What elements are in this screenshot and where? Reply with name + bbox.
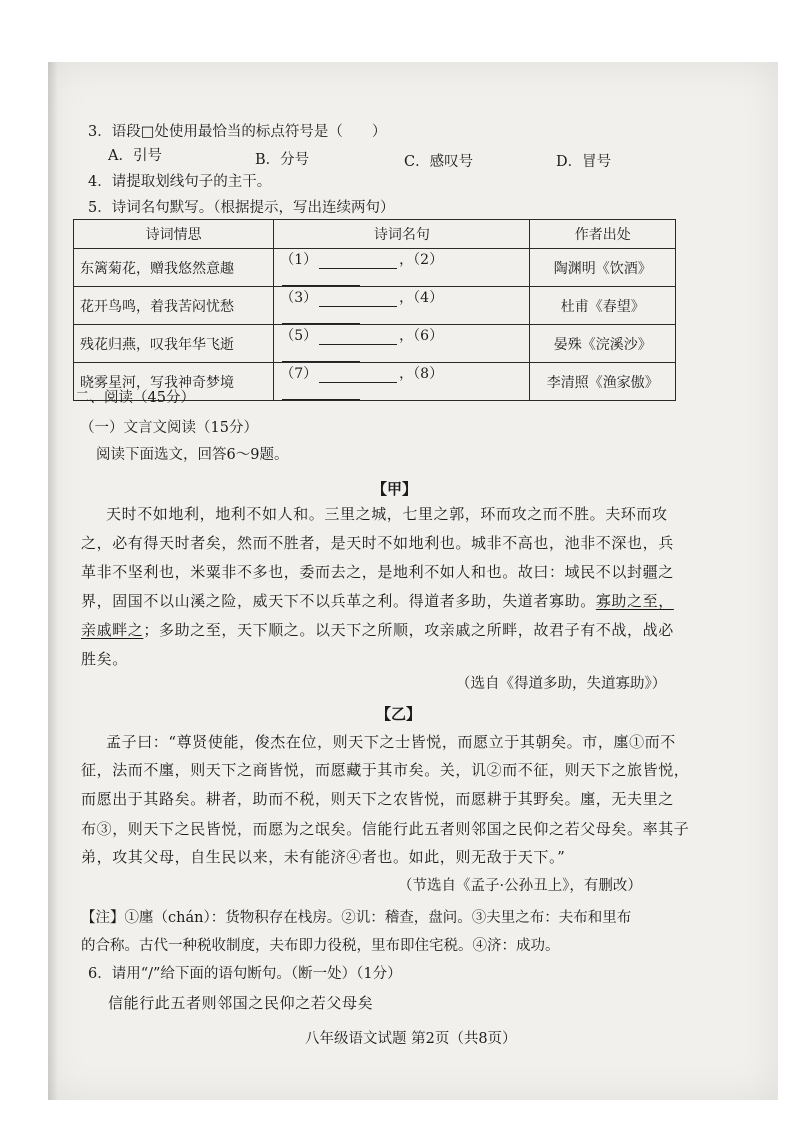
underlined-sentence: 亲戚畔之 — [81, 621, 144, 639]
passage-yi-line: 布③，则天下之民皆悦，而愿为之氓矣。信能行此五者则邻国之民仰之若父母矣。率其子 — [81, 820, 690, 838]
answer-blank[interactable] — [319, 366, 397, 383]
blank-label: ，（4） — [399, 290, 444, 306]
poem-source: 陶渊明《饮酒》 — [530, 249, 676, 287]
underlined-sentence: 寡助之至， — [595, 592, 674, 610]
poem-source: 李清照《渔家傲》 — [530, 363, 676, 401]
annotation-line: 的合称。古代一种税收制度，夫布即力役税，里布即住宅税。④济：成功。 — [81, 938, 560, 954]
poem-row — [74, 287, 676, 325]
poem-row — [74, 325, 676, 363]
passage-yi-line: 征，法而不廛，则天下之商皆悦，而愿藏于其市矣。关，讥②而不征，则天下之旅皆悦， — [81, 761, 690, 779]
section-heading: 二、阅读（45分） — [75, 390, 195, 406]
passage-yi-source: （节选自《孟子·公孙丑上》，有删改） — [398, 878, 642, 894]
answer-blank[interactable] — [319, 252, 397, 269]
poem-source: 杜甫《春望》 — [530, 287, 676, 325]
passage-jia-line: 革非不坚利也，米粟非不多也，委而去之，是地利不如人和也。故曰：域民不以封疆之 — [81, 563, 674, 581]
q6-stem: 6．请用“/”给下面的语句断句。（断一处）（1分） — [88, 966, 402, 982]
blank-label: （7） — [280, 366, 318, 382]
header-verse: 诗词名句 — [274, 220, 530, 249]
passage-jia-line: 胜矣。 — [81, 650, 128, 668]
answer-blank[interactable] — [282, 307, 360, 324]
poem-blank-cell — [274, 363, 530, 401]
poem-source: 晏殊《浣溪沙》 — [530, 325, 676, 363]
passage-yi-line: 而愿出于其路矣。耕者，助而不税，则天下之农皆悦，而愿耕于其野矣。廛，无夫里之 — [81, 790, 674, 808]
poem-blank-cell — [274, 325, 530, 363]
poem-thought: 东篱菊花，赠我悠然意趣 — [74, 249, 274, 287]
poem-thought: 晓雾星河，写我神奇梦境 — [74, 363, 274, 401]
passage-jia-line: 天时不如地利，地利不如人和。三里之城，七里之郭，环而攻之而不胜。夫环而攻 — [106, 505, 668, 523]
poem-blank-cell — [274, 287, 530, 325]
header-thought: 诗词情思 — [74, 220, 274, 249]
q3-option-d: D．冒号 — [556, 154, 612, 170]
blank-label: ，（2） — [399, 252, 444, 268]
page-footer: 八年级语文试题 第2页（共8页） — [305, 1031, 517, 1047]
q6-sentence: 信能行此五者则邻国之民仰之若父母矣 — [108, 994, 374, 1012]
passage-yi-title: 【乙】 — [376, 705, 422, 723]
passage-yi-line: 孟子曰：“尊贤使能，俊杰在位，则天下之士皆悦，而愿立于其朝矣。市，廛①而不 — [106, 733, 676, 751]
answer-blank[interactable] — [282, 345, 360, 362]
poem-table-header — [74, 220, 676, 249]
passage-jia-source: （选自《得道多助，失道寡助》） — [456, 676, 667, 692]
blank-label: （3） — [280, 290, 318, 306]
reading-instruction: 阅读下面选文，回答6～9题。 — [96, 447, 289, 463]
blank-label: ，（8） — [399, 366, 444, 382]
poem-row — [74, 249, 676, 287]
q3-option-c: C．感叹号 — [404, 154, 474, 170]
q3-stem: 3．语段□处使用最恰当的标点符号是（ ） — [88, 124, 387, 140]
passage-text: 界，固国不以山溪之险，威天下不以兵革之利。得道者多助，失道者寡助。 — [81, 592, 596, 610]
subsection-heading: （一）文言文阅读（15分） — [80, 420, 258, 436]
answer-blank[interactable] — [319, 328, 397, 345]
answer-blank[interactable] — [282, 269, 360, 286]
poem-thought: 花开鸟鸣，着我苦闷忧愁 — [74, 287, 274, 325]
passage-yi-line: 弟，攻其父母，自生民以来，未有能济④者也。如此，则无敌于天下。” — [81, 848, 566, 866]
passage-text: ；多助之至，天下顺之。以天下之所顺，攻亲戚之所畔，故君子有不战，战必 — [143, 621, 674, 639]
passage-jia-line — [81, 590, 674, 611]
poem-thought: 残花归燕，叹我年华飞逝 — [74, 325, 274, 363]
passage-jia-line: 之，必有得天时者矣，然而不胜者，是天时不如地利也。城非不高也，池非不深也，兵 — [81, 534, 674, 552]
blank-label: （1） — [280, 252, 318, 268]
blank-label: （5） — [280, 328, 318, 344]
passage-jia-line — [81, 619, 674, 640]
answer-blank[interactable] — [282, 383, 360, 400]
annotation-line: 【注】①廛（chán）：货物积存在栈房。②讥：稽查，盘问。③夫里之布：夫布和里布 — [81, 910, 632, 926]
poem-table — [73, 219, 676, 401]
q5-stem: 5．诗词名句默写。（根据提示，写出连续两句） — [88, 200, 395, 216]
blank-label: ，（6） — [399, 328, 444, 344]
poem-blank-cell — [274, 249, 530, 287]
q3-option-a: A．引号 — [108, 148, 162, 164]
q3-option-b: B．分号 — [255, 152, 310, 168]
q4-stem: 4．请提取划线句子的主干。 — [88, 174, 272, 190]
passage-jia-title: 【甲】 — [372, 480, 418, 498]
answer-blank[interactable] — [319, 290, 397, 307]
header-source: 作者出处 — [530, 220, 676, 249]
